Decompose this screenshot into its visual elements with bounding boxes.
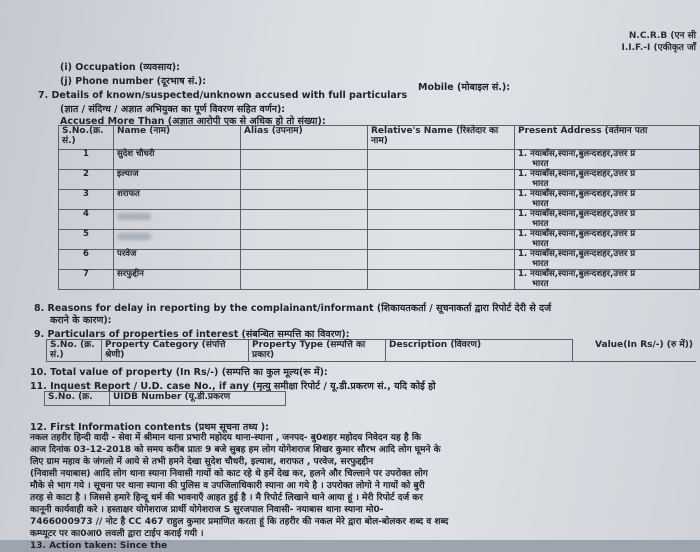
occupation-label: (i) Occupation (व्यवसाय):: [60, 62, 180, 73]
row-name: शराफत: [114, 190, 241, 210]
col-sno: S.No. (क्र. सं.): [47, 340, 102, 362]
properties-heading: 9. Particulars of properties of interest (संबन्धित सम्पत्ति का विवरण):: [34, 329, 350, 340]
col-alias: Alias (उपनाम): [241, 126, 368, 150]
table-row: [59, 230, 700, 250]
inquest-report-heading: 11. Inquest Report / U.D. case No., if any (मृत्यु समीक्षा रिपोर्ट / यू.डी.प्रकरण सं., यदि कोई हो: [30, 381, 436, 392]
row-address: 1. नयाबाँस,स्याना,बुलन्दशहर,उत्तर प्र भारत: [515, 150, 700, 170]
phone-number-label: (j) Phone number (दूरभाष सं.):: [60, 76, 207, 87]
col-description: Description (विवरण): [386, 340, 573, 362]
row-address: 1. नयाबाँस,स्याना,बुलन्दशहर,उत्तर प्र भारत: [515, 230, 700, 250]
row-sno: 4: [59, 210, 114, 230]
accused-details-heading: 7. Details of known/suspected/unknown accused with full particulars: [38, 90, 408, 101]
accused-table-header: [59, 126, 700, 150]
accused-more-than-label: Accused More Than (अज्ञात आरोपी एक से अधिक हो तो संख्या):: [60, 116, 326, 127]
col-sno: S.No. (क्र.: [45, 392, 110, 406]
row-relative: [368, 270, 515, 290]
row-relative: [368, 230, 515, 250]
fir-text-line: मौके से भाग गये । सूचना पर थाना स्याना की पुलिस व उपजिलाधिकारी स्याना आ गये है । उपरोक्त लोगो ने गायों को बुरी: [30, 481, 425, 491]
row-relative: [368, 170, 515, 190]
first-information-heading: 12. First Information contents (प्रथम सूचना तथ्य ):: [30, 422, 269, 433]
row-sno: 5: [59, 230, 114, 250]
col-property-category: Property Category (संपत्ति श्रेणी): [102, 340, 249, 362]
fir-text-line: लिए ग्राम महाव के जंगलो में आये से तभी हमने देखा सुदेश चौधरी, इल्याश, शराफत , परवेज, सरफुद्दद्दीन: [30, 457, 374, 467]
redaction-blur: [117, 233, 151, 240]
inquest-table-header: [45, 392, 286, 406]
col-value: Value(In Rs/-) (रु में)): [573, 340, 697, 362]
row-name: परवेज: [114, 250, 241, 270]
row-sno: 6: [59, 250, 114, 270]
col-uidb-number: UIDB Number (यू.डी.प्रकरण: [110, 392, 286, 406]
row-relative: [368, 190, 515, 210]
row-name: सरफुद्दीन: [114, 270, 241, 290]
mobile-label: Mobile (मोबाइल सं.):: [418, 82, 510, 93]
row-alias: [241, 150, 368, 170]
row-alias: [241, 170, 368, 190]
fir-text-line: नकल तहरीर हिन्दी वादी - सेवा में श्रीमान थाना प्रभारी महोदय थाना-स्याना , जनपद- बु0शहर महोदय निवेदन यह है कि: [30, 433, 422, 443]
table-row: [59, 250, 700, 270]
accused-details-hindi: (ज्ञात / संदिग्ध / अज्ञात अभियुक्त का पूर्ण विवरण सहित वर्णन):: [60, 104, 286, 115]
table-row: [59, 270, 700, 290]
inquest-table: [44, 391, 286, 406]
row-relative: [368, 210, 515, 230]
row-sno: 2: [59, 170, 114, 190]
row-address: 1. नयाबाँस,स्याना,बुलन्दशहर,उत्तर प्र भारत: [515, 250, 700, 270]
fir-text-line: (निवासी नयाबास) आदि लोग थाना स्याना निवासी गायों को काट रहे थे हमें देख कर, हलने और चिल्लाने पर उपरोक्त लोग: [30, 469, 428, 479]
accused-table: [58, 125, 700, 290]
row-name: इल्याज: [114, 170, 241, 190]
row-name-redacted: [114, 210, 241, 230]
property-table: [46, 339, 696, 362]
row-alias: [241, 230, 368, 250]
row-address: 1. नयाबाँस,स्याना,बुलन्दशहर,उत्तर प्र भारत: [515, 170, 700, 190]
ncrb-code: N.C.R.B (एन सी: [628, 31, 696, 41]
row-alias: [241, 270, 368, 290]
table-row: [59, 150, 700, 170]
row-sno: 7: [59, 270, 114, 290]
row-relative: [368, 250, 515, 270]
table-row: [59, 210, 700, 230]
row-address: 1. नयाबाँस,स्याना,बुलन्दशहर,उत्तर प्र भारत: [515, 270, 700, 290]
action-taken-label: 13. Action taken: Since the: [30, 541, 168, 551]
fir-text-line: कम्प्यूटर पर का0आ0 लवली द्वारा टाईप कराई गयी ।: [30, 529, 204, 539]
col-relative-name: Relative's Name (रिश्तेदार का नाम): [368, 126, 515, 150]
col-name: Name (नाम): [114, 126, 241, 150]
property-table-header: [47, 340, 697, 362]
fir-text-line: कानूनी कार्यवाही करे । हस्ताक्षर योगेशराज प्रार्थी योगेशराज S सुरजपाल निवासी- नयाबास थाना स्याना मो0-: [30, 505, 384, 515]
row-alias: [241, 190, 368, 210]
redaction-blur: [117, 213, 151, 220]
row-name-redacted: [114, 230, 241, 250]
row-sno: 3: [59, 190, 114, 210]
row-alias: [241, 210, 368, 230]
total-value-label: 10. Total value of property (In Rs/-) (सम्पत्ति का कुल मूल्य(रू में):: [30, 367, 328, 378]
delay-reasons-heading: 8. Reasons for delay in reporting by the complainant/informant (शिकायतकर्ता / सूचनाकर्ता द्वारा रिपोर्ट देरी से दर्ज: [34, 303, 552, 314]
row-name: सुदेश चौधरी: [114, 150, 241, 170]
first-information-contents: [30, 432, 690, 552]
form-header: [621, 30, 696, 54]
fir-text-line: तरह से काटा है । जिससे हमारे हिन्दू धर्म की भावनाएँ आहत हुई है । मै रिपोर्ट लिखाने थाने आया हूं । मेरी रिपोर्ट दर्ज कर: [30, 493, 423, 503]
col-sno: S.No.(क्र. सं.): [59, 126, 114, 150]
iif-form-code: I.I.F.-I (एकीकृत जाँ: [621, 43, 696, 53]
fir-text-line: 7466000973 // नोट है CC 467 राहुल कुमार प्रमाणित करता हूं कि तहरीर की नकल मेरे द्वारा बोल-बोलकर शब्द व शब्द: [30, 517, 449, 527]
row-address: 1. नयाबाँस,स्याना,बुलन्दशहर,उत्तर प्र भारत: [515, 210, 700, 230]
row-sno: 1: [59, 150, 114, 170]
col-present-address: Present Address (वर्तमान पता: [515, 126, 700, 150]
fir-text-line: आज दिनांक 03-12-2018 को समय करीब प्रातः 9 बजे सुबह हम लोग योगेशराज शिखर कुमार सौरभ आदि लोग घूमने के: [30, 445, 441, 455]
row-address: 1. नयाबाँस,स्याना,बुलन्दशहर,उत्तर प्र भारत: [515, 190, 700, 210]
row-alias: [241, 250, 368, 270]
delay-reasons-hindi: कराने के कारण):: [50, 315, 112, 326]
table-row: [59, 170, 700, 190]
col-property-type: Property Type (सम्पत्ति का प्रकार): [249, 340, 386, 362]
row-relative: [368, 150, 515, 170]
table-row: [59, 190, 700, 210]
